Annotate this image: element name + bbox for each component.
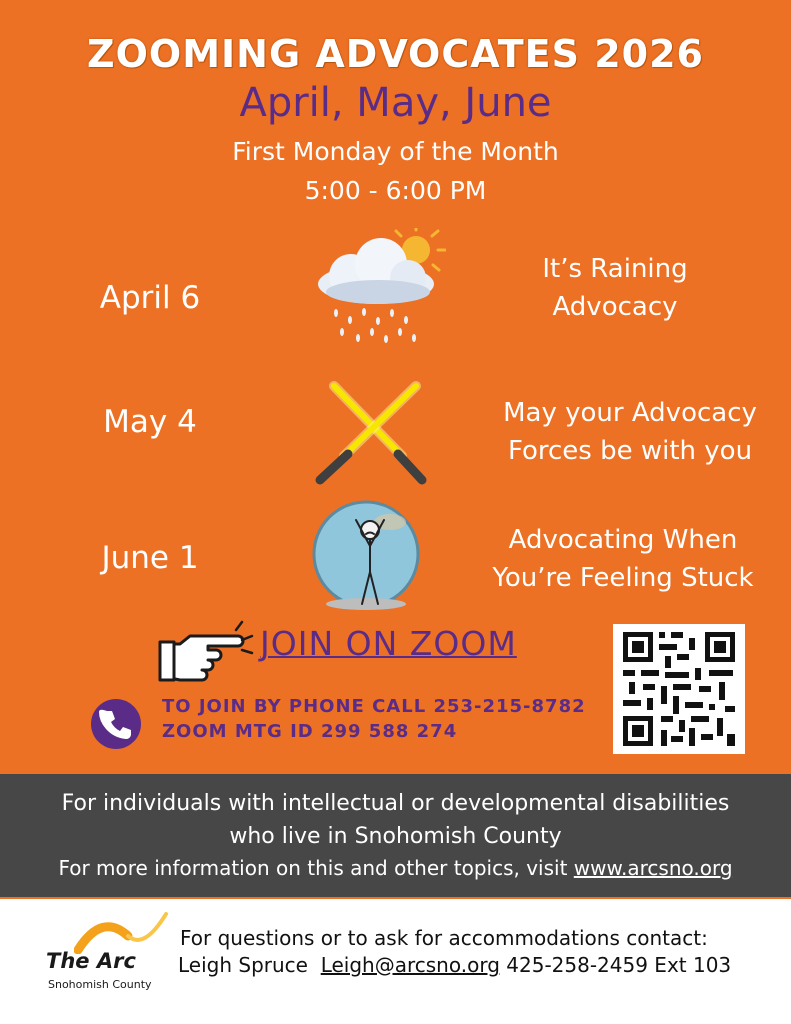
- page-title: ZOOMING ADVOCATES 2026: [87, 32, 704, 76]
- months-heading: April, May, June: [239, 80, 552, 126]
- crossed-lightsabers-icon: [310, 378, 430, 488]
- audience-line-2: who live in Snohomish County: [229, 824, 562, 849]
- topic-line: You’re Feeling Stuck: [492, 563, 754, 593]
- qr-code[interactable]: [613, 624, 745, 754]
- website-link[interactable]: www.arcsno.org: [573, 856, 733, 880]
- person-in-bubble-icon: [310, 500, 422, 614]
- logo-subtitle: Snohomish County: [48, 978, 152, 991]
- pointing-hand-icon: [156, 620, 256, 684]
- contact-name: Leigh Spruce: [178, 953, 308, 977]
- rain-cloud-icon: [306, 228, 446, 348]
- audience-line-1: For individuals with intellectual or developmental disabilities: [61, 791, 730, 816]
- session-date-may: May 4: [103, 404, 197, 440]
- contact-phone: 425-258-2459 Ext 103: [506, 953, 732, 977]
- arc-logo-swoosh: [74, 910, 170, 954]
- more-info-text: For more information on this and other topics, visit: [58, 856, 574, 880]
- contact-email-link[interactable]: Leigh@arcsno.org: [320, 953, 500, 977]
- session-date-april: April 6: [99, 280, 201, 316]
- phone-number-text: TO JOIN BY PHONE CALL 253-215-8782: [162, 696, 586, 717]
- logo-name: The Arc: [46, 949, 136, 973]
- topic-line: Advocacy: [552, 292, 678, 322]
- time-text: 5:00 - 6:00 PM: [304, 176, 487, 205]
- divider: [0, 897, 791, 899]
- schedule-text: First Monday of the Month: [232, 137, 559, 166]
- session-topic-may: [470, 394, 790, 470]
- join-zoom-link[interactable]: JOIN ON ZOOM: [260, 624, 517, 663]
- topic-line: Advocating When: [508, 525, 738, 555]
- session-topic-april: [485, 250, 745, 326]
- session-topic-june: [468, 521, 778, 597]
- meeting-id-text: ZOOM MTG ID 299 588 274: [162, 721, 458, 742]
- phone-icon: [91, 699, 141, 749]
- contact-line-2: [178, 953, 731, 977]
- contact-line-1: For questions or to ask for accommodations contact:: [180, 926, 708, 950]
- topic-line: May your Advocacy: [503, 398, 757, 428]
- more-info-line: [0, 856, 791, 880]
- topic-line: It’s Raining: [542, 254, 688, 284]
- topic-line: Forces be with you: [507, 436, 753, 466]
- session-date-june: June 1: [101, 540, 199, 576]
